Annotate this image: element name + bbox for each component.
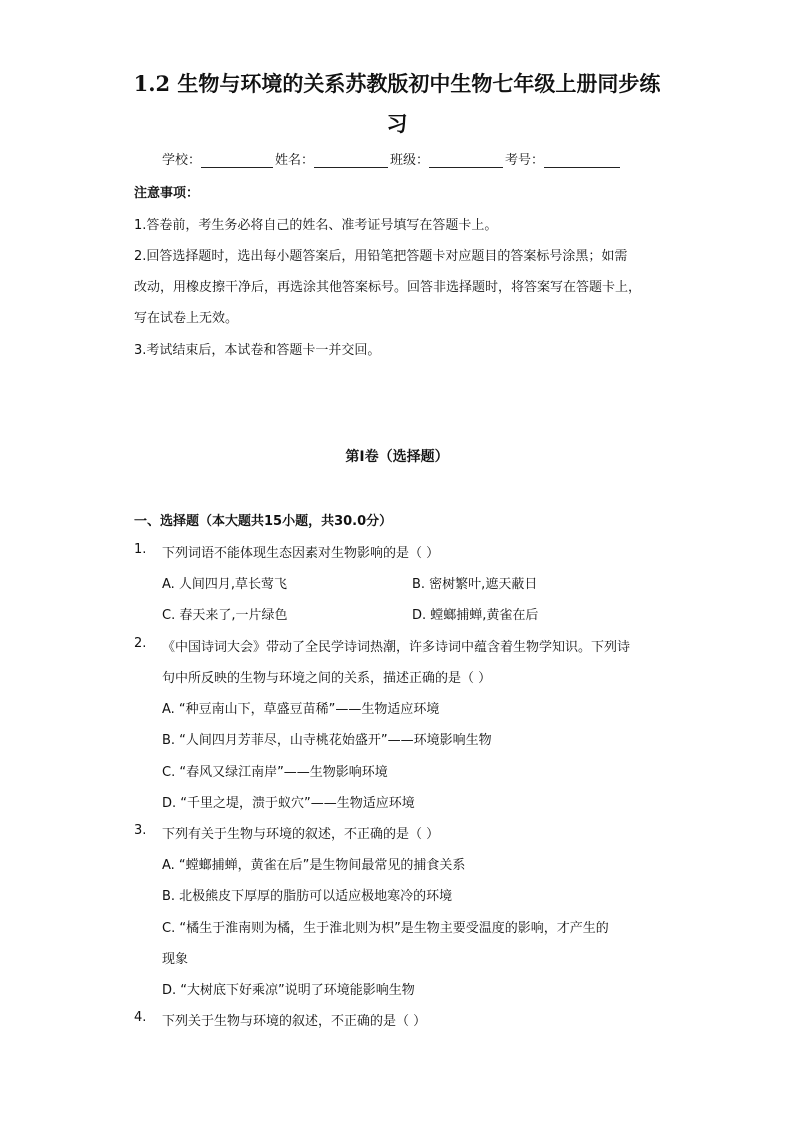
option-c: C. 春天来了,一片绿色 — [162, 608, 288, 623]
notice-line: 改动，用橡皮擦干净后，再选涂其他答案标号。回答非选择题时，将答案写在答题卡上， — [134, 280, 642, 295]
document-title-line1: 1.2 生物与环境的关系苏教版初中生物七年级上册同步练 — [133, 71, 661, 96]
option-b: B. “人间四月芳菲尽，山寺桃花始盛开”——环境影响生物 — [162, 733, 492, 748]
part-heading: 一、选择题（本大题共15小题，共30.0分） — [134, 514, 393, 529]
question-text: 句中所反映的生物与环境之间的关系，描述正确的是（ ） — [162, 671, 492, 686]
option-a: A. 人间四月,草长莺飞 — [162, 577, 288, 592]
option-a: A. “种豆南山下，草盛豆苗稀”——生物适应环境 — [162, 702, 440, 717]
notice-line: 2.回答选择题时，选出每小题答案后，用铅笔把答题卡对应题目的答案标号涂黑；如需 — [134, 249, 628, 264]
question-number: 2. — [134, 636, 147, 651]
notice-line: 写在试卷上无效。 — [134, 311, 239, 326]
notice-heading: 注意事项： — [134, 186, 200, 201]
question-text: 《中国诗词大会》带动了全民学诗词热潮，许多诗词中蕴含着生物学知识。下列诗 — [162, 640, 631, 655]
option-c: C. “春风又绿江南岸”——生物影响环境 — [162, 765, 388, 780]
option-c: C. “橘生于淮南则为橘，生于淮北则为枳”是生物主要受温度的影响，才产生的 — [162, 921, 609, 936]
option-b: B. 北极熊皮下厚厚的脂肪可以适应极地寒冷的环境 — [162, 889, 453, 904]
option-a: A. “螳螂捕蝉，黄雀在后”是生物间最常见的捕食关系 — [162, 858, 466, 873]
school-blank — [201, 153, 273, 168]
class-blank — [429, 153, 503, 168]
question-text: 下列词语不能体现生态因素对生物影响的是（ ） — [162, 546, 440, 561]
document-title-line2: 习 — [386, 111, 408, 136]
question-text: 下列关于生物与环境的叙述，不正确的是（ ） — [162, 1014, 427, 1029]
option-d: D. 螳螂捕蝉,黄雀在后 — [412, 608, 539, 623]
option-d: D. “大树底下好乘凉”说明了环境能影响生物 — [162, 983, 415, 998]
question-text: 下列有关于生物与环境的叙述，不正确的是（ ） — [162, 827, 440, 842]
number-label: 考号： — [505, 153, 545, 168]
option-d: D. “千里之堤，溃于蚁穴”——生物适应环境 — [162, 796, 415, 811]
name-blank — [314, 153, 388, 168]
number-blank — [544, 153, 620, 168]
school-label: 学校： — [162, 153, 202, 168]
question-number: 3. — [134, 823, 147, 838]
notice-line: 3.考试结束后，本试卷和答题卡一并交回。 — [134, 343, 381, 358]
name-label: 姓名： — [275, 153, 315, 168]
class-label: 班级： — [390, 153, 430, 168]
section-title: 第I卷（选择题） — [345, 449, 449, 465]
option-c-continued: 现象 — [162, 952, 189, 967]
question-number: 4. — [134, 1010, 147, 1025]
option-b: B. 密树繁叶,遮天蔽日 — [412, 577, 538, 592]
notice-line: 1.答卷前，考生务必将自己的姓名、准考证号填写在答题卡上。 — [134, 218, 498, 233]
question-number: 1. — [134, 542, 147, 557]
student-info-row — [162, 149, 622, 168]
